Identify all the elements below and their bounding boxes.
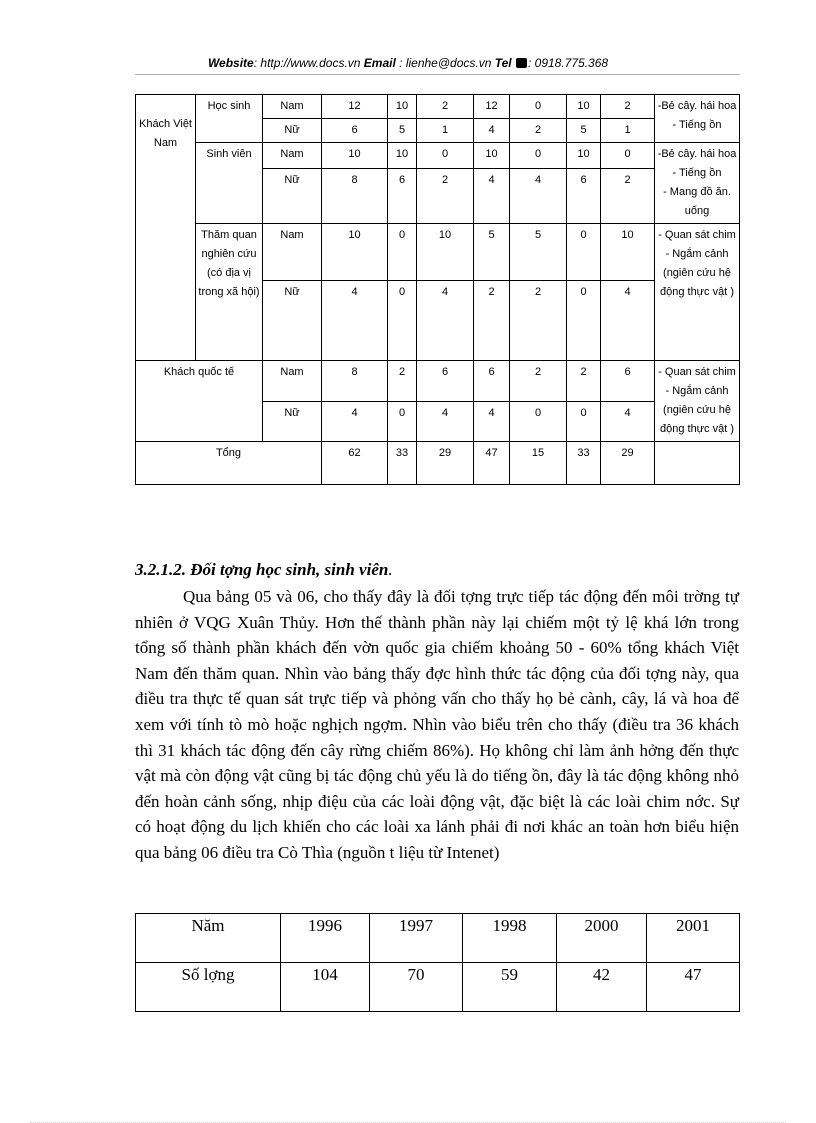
value-cell: 4 <box>322 401 388 442</box>
count-cell: 59 <box>463 963 557 1012</box>
value-cell: 2 <box>601 169 655 224</box>
value-cell: 2 <box>388 361 417 402</box>
tel-label: Tel <box>494 56 512 70</box>
value-cell: 0 <box>567 224 601 281</box>
value-cell: 6 <box>601 361 655 402</box>
note-line: - Ngắm cảnh (ngiên cứu hệ động thực vật ) <box>659 385 734 435</box>
table-row <box>136 143 740 169</box>
value-cell: 4 <box>510 169 567 224</box>
value-cell: 12 <box>474 95 510 119</box>
value-cell: 2 <box>510 361 567 402</box>
body-paragraph <box>135 584 739 866</box>
empty-cell <box>655 442 740 485</box>
category-quocte: Khách quốc tế <box>136 361 263 442</box>
value-cell: 10 <box>567 95 601 119</box>
year-cell: 1998 <box>463 914 557 963</box>
note-line: -Bẻ cây. hái hoa <box>657 100 737 112</box>
year-cell: 1996 <box>281 914 370 963</box>
count-cell: 42 <box>557 963 647 1012</box>
category-sinhvien: Sinh viên <box>196 143 263 224</box>
note-cell <box>655 143 740 224</box>
category-thamquan: Thăm quan nghiên cứu (có địa vị trong xã hội) <box>196 224 263 361</box>
count-cell: 70 <box>370 963 463 1012</box>
value-cell: 0 <box>388 224 417 281</box>
row-label: Năm <box>136 914 281 963</box>
value-cell: 10 <box>388 95 417 119</box>
note-line: - Tiếng ồn <box>672 119 722 131</box>
value-cell: 6 <box>388 169 417 224</box>
gender-cell: Nữ <box>263 119 322 143</box>
value-cell: 2 <box>417 95 474 119</box>
year-cell: 1997 <box>370 914 463 963</box>
value-cell: 0 <box>567 281 601 361</box>
note-cell <box>655 361 740 442</box>
value-cell: 8 <box>322 169 388 224</box>
value-cell: 10 <box>322 143 388 169</box>
table-row <box>136 224 740 281</box>
gender-cell: Nữ <box>263 281 322 361</box>
tel-value: : 0918.775.368 <box>527 56 609 70</box>
count-cell: 47 <box>647 963 740 1012</box>
value-cell: 2 <box>417 169 474 224</box>
note-line: - Mang đồ ăn. uống <box>663 186 731 217</box>
count-cell: 104 <box>281 963 370 1012</box>
value-cell: 0 <box>601 143 655 169</box>
value-cell: 6 <box>417 361 474 402</box>
website-label: Website <box>207 56 254 70</box>
table-row <box>136 914 740 963</box>
value-cell: 0 <box>567 401 601 442</box>
value-cell: 0 <box>417 143 474 169</box>
value-cell: 2 <box>567 361 601 402</box>
total-cell: 15 <box>510 442 567 485</box>
total-cell: 33 <box>567 442 601 485</box>
value-cell: 10 <box>567 143 601 169</box>
value-cell: 12 <box>322 95 388 119</box>
note-line: - Quan sát chim <box>658 229 736 241</box>
value-cell: 0 <box>510 143 567 169</box>
gender-cell: Nam <box>263 224 322 281</box>
row-label: Số lợng <box>136 963 281 1012</box>
value-cell: 6 <box>474 361 510 402</box>
year-cell: 2001 <box>647 914 740 963</box>
total-cell: 62 <box>322 442 388 485</box>
section-title-end: . <box>388 560 393 579</box>
value-cell: 1 <box>417 119 474 143</box>
value-cell: 10 <box>474 143 510 169</box>
value-cell: 2 <box>601 95 655 119</box>
value-cell: 4 <box>474 119 510 143</box>
gender-cell: Nam <box>263 361 322 402</box>
value-cell: 10 <box>322 224 388 281</box>
value-cell: 2 <box>510 119 567 143</box>
total-cell: 47 <box>474 442 510 485</box>
group-vietnam-cell: Khách Việt Nam <box>136 95 196 361</box>
email-value[interactable]: : lienhe@docs.vn <box>399 56 492 70</box>
visitor-impact-table <box>135 94 740 485</box>
value-cell: 5 <box>567 119 601 143</box>
value-cell: 4 <box>474 401 510 442</box>
value-cell: 5 <box>510 224 567 281</box>
total-cell: 33 <box>388 442 417 485</box>
total-cell: 29 <box>417 442 474 485</box>
value-cell: 2 <box>474 281 510 361</box>
value-cell: 0 <box>510 401 567 442</box>
value-cell: 10 <box>388 143 417 169</box>
gender-cell: Nam <box>263 143 322 169</box>
value-cell: 6 <box>567 169 601 224</box>
value-cell: 10 <box>417 224 474 281</box>
phone-icon <box>516 58 527 68</box>
section-number: 3.2.1.2. <box>135 560 186 579</box>
value-cell: 4 <box>417 401 474 442</box>
value-cell: 0 <box>388 281 417 361</box>
table-row <box>136 963 740 1012</box>
value-cell: 0 <box>510 95 567 119</box>
value-cell: 1 <box>601 119 655 143</box>
value-cell: 4 <box>601 281 655 361</box>
spoonbill-count-table <box>135 913 740 1012</box>
category-hocsinh: Học sinh <box>196 95 263 143</box>
paragraph-text: Qua bảng 05 và 06, cho thấy đây là đối tợng trực tiếp tác động đến môi trờng tự nhiên ở VQG Xuân Thủy. Hơn thế thành phần này lại chiếm một tỷ lệ khá lớn trong tổng số thành phần khách đến vờn quốc gia chiếm khoảng 50 - 60% tổng khách Việt Nam đến thăm quan. Nhìn vào bảng thấy đợc hình thức tác động của đối tợng này, qua điều tra thực tế quan sát trực tiếp và phỏng vấn cho thấy họ bẻ cành, cây, lá và hoa để xem với tính tò mò hoặc nghịch ngợm. Nhìn vào biểu trên cho thấy (điều tra 36 khách thì 31 khách tác động đến cây rừng chiếm 86%). Họ không chỉ làm ảnh hởng đến thực vật mà còn động vật cũng bị tác động chủ yếu là do tiếng ồn, đây là tác động không nhỏ đến hoàn cảnh sống, nhịp điệu của các loài động vật, đặc biệt là các loài chim nớc. Sự có hoạt động du lịch khiến cho các loài xa lánh phải đi nơi khác an toàn hơn biểu hiện qua bảng 06 điều tra Cò Thìa (nguồn t liệu từ Intenet) <box>135 587 739 862</box>
note-cell <box>655 224 740 361</box>
page-header <box>0 56 816 70</box>
year-cell: 2000 <box>557 914 647 963</box>
note-line: -Bẻ cây. hái hoa <box>657 148 737 160</box>
value-cell: 2 <box>510 281 567 361</box>
value-cell: 4 <box>322 281 388 361</box>
value-cell: 4 <box>601 401 655 442</box>
gender-cell: Nữ <box>263 401 322 442</box>
section-title: Đối tợng học sinh, sinh viên <box>190 560 389 579</box>
value-cell: 5 <box>388 119 417 143</box>
website-url[interactable]: : http://www.docs.vn <box>253 56 361 70</box>
value-cell: 5 <box>474 224 510 281</box>
note-line: - Ngắm cảnh (ngiên cứu hệ động thực vật ) <box>659 248 734 298</box>
table-row <box>136 361 740 402</box>
note-cell <box>655 95 740 143</box>
header-divider <box>135 74 740 75</box>
value-cell: 6 <box>322 119 388 143</box>
gender-cell: Nam <box>263 95 322 119</box>
note-line: - Quan sát chim <box>658 366 736 378</box>
total-label: Tổng <box>136 442 322 485</box>
value-cell: 10 <box>601 224 655 281</box>
total-cell: 29 <box>601 442 655 485</box>
table-row <box>136 95 740 119</box>
value-cell: 4 <box>474 169 510 224</box>
email-label: Email <box>363 56 396 70</box>
value-cell: 8 <box>322 361 388 402</box>
value-cell: 0 <box>388 401 417 442</box>
total-row <box>136 442 740 485</box>
value-cell: 4 <box>417 281 474 361</box>
note-line: - Tiếng ồn <box>672 167 722 179</box>
section-heading <box>135 560 393 580</box>
gender-cell: Nữ <box>263 169 322 224</box>
